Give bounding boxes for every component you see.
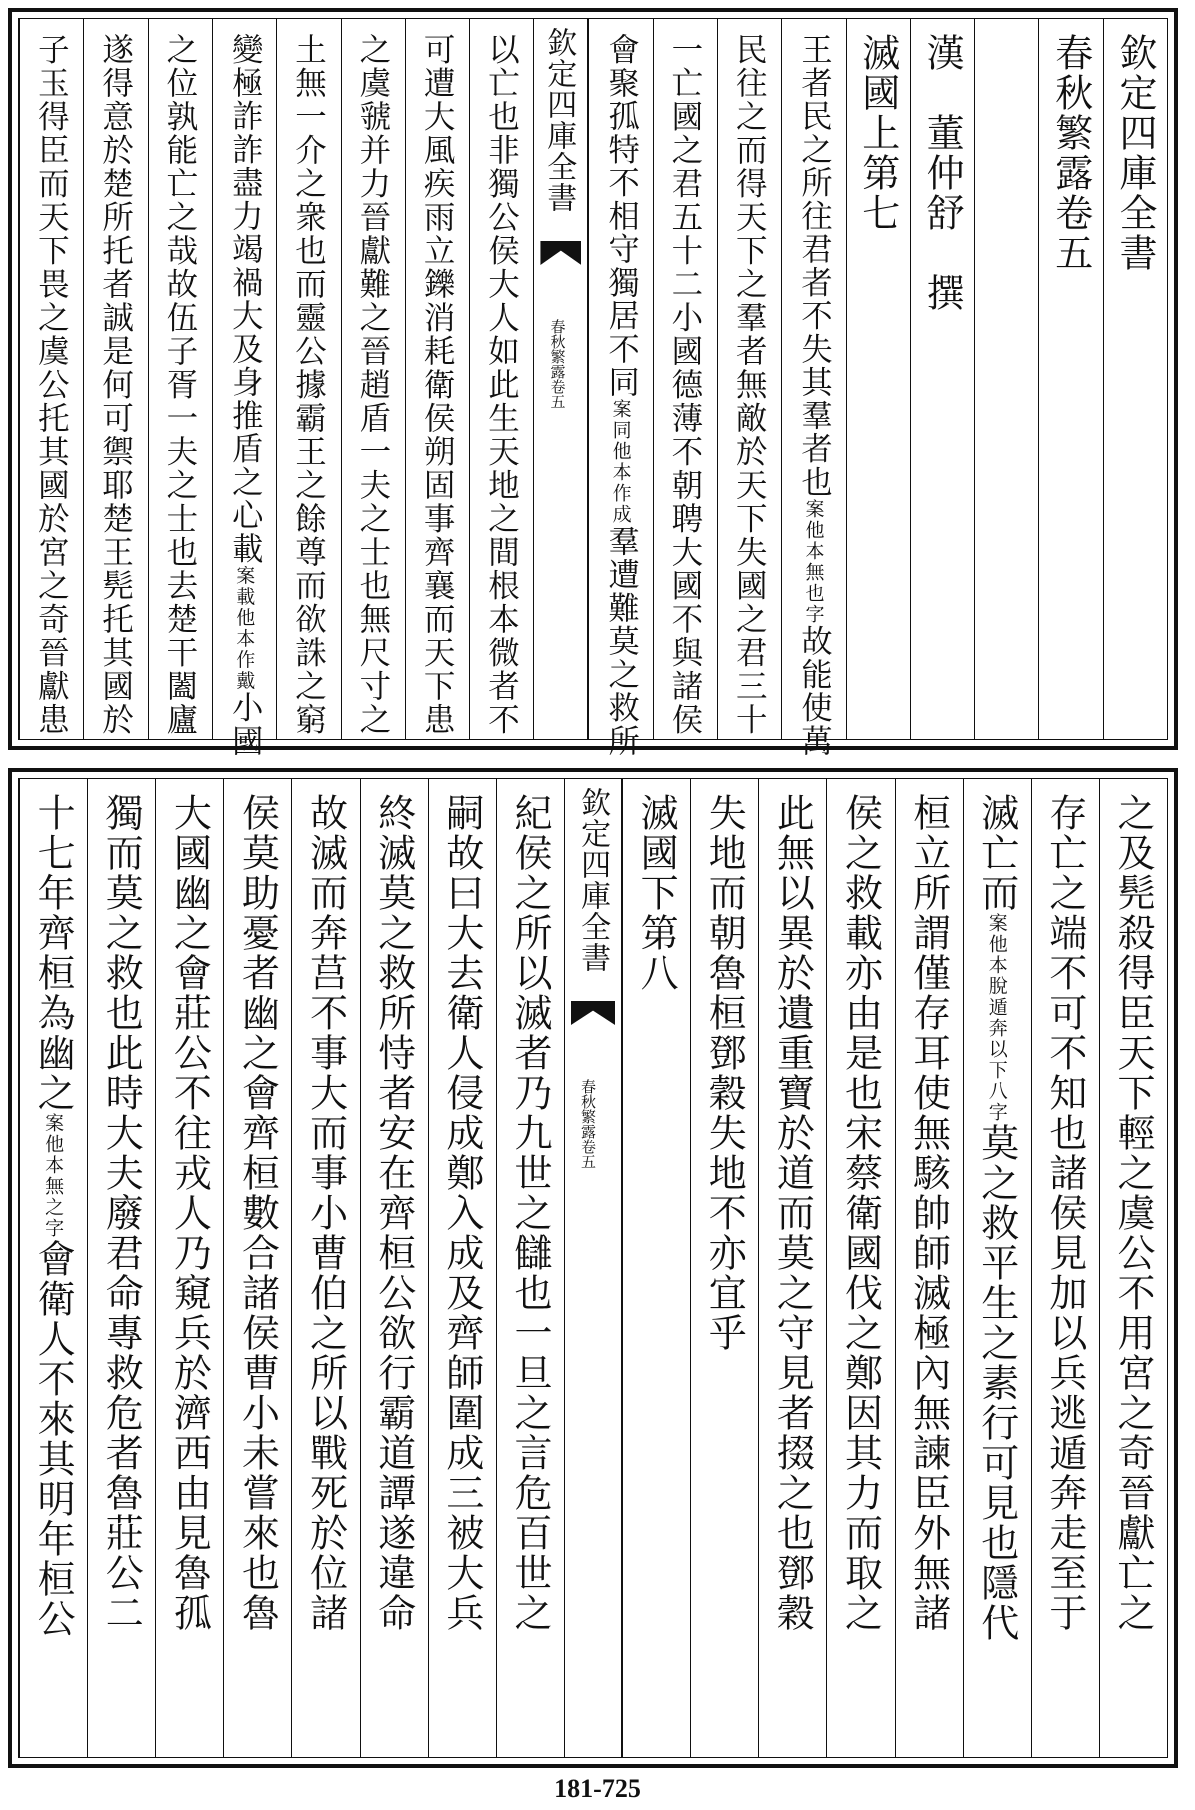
column-text <box>847 33 910 233</box>
editorial-note: 案他本脫遁奔以下八字 <box>985 913 1008 1123</box>
main-text: 侯莫助憂者幽之會齊桓數合諸侯曹小未嘗來也魯 <box>235 793 280 1633</box>
column-text <box>964 793 1031 1643</box>
text-column <box>588 19 652 758</box>
text-column <box>963 779 1031 1757</box>
main-text: 之虞虢并力晉獻難之晉趙盾一夫之士也無尺寸之 <box>354 33 391 737</box>
fishtail-mark <box>571 1001 615 1025</box>
column-text <box>589 33 652 758</box>
text-column <box>291 779 359 1757</box>
column-text <box>88 793 155 1633</box>
main-text: 失地而朝魯桓鄧穀失地不亦宜乎 <box>702 793 747 1353</box>
text-column <box>212 19 276 758</box>
main-text: 滅亡而 <box>974 793 1019 913</box>
text-column <box>83 19 147 739</box>
column-text <box>654 33 717 736</box>
column-text <box>156 793 223 1633</box>
main-text: 滅國下第八 <box>634 793 679 993</box>
main-text: 此無以異於遺重寶於道而莫之守見者掇之也鄧穀 <box>770 793 815 1633</box>
main-text: 紀侯之所以滅者乃九世之讎也一旦之言危百世之 <box>507 793 552 1633</box>
column-text <box>1032 793 1099 1633</box>
center-fold-banner <box>533 19 588 739</box>
main-text-continued: 會衛人不來其明年桓公 <box>31 1239 76 1639</box>
text-column <box>428 779 496 1757</box>
page-bottom <box>8 768 1178 1768</box>
editorial-note: 案他本無也字 <box>802 498 825 625</box>
page-bottom-frame <box>18 778 1168 1758</box>
column-text <box>20 33 83 736</box>
text-column <box>717 19 781 739</box>
text-column <box>910 19 974 739</box>
column-text <box>292 793 359 1633</box>
main-text: 土無一介之衆也而靈公據霸王之餘尊而欲誅之窮 <box>290 33 327 737</box>
columns-bottom <box>19 779 1167 1757</box>
column-text <box>718 33 781 736</box>
column-text <box>911 33 974 313</box>
text-column <box>469 19 533 739</box>
columns-top <box>19 19 1167 758</box>
main-text-continued: 故能使萬 <box>795 624 832 758</box>
column-text <box>277 33 340 736</box>
text-column <box>223 779 291 1757</box>
text-column <box>690 779 758 1757</box>
main-text: 欽定四庫全書 <box>1113 33 1157 273</box>
text-column <box>341 19 405 739</box>
banner-subtitle: 春秋繁露卷五 <box>548 319 567 409</box>
editorial-note: 案載他本作戴 <box>233 565 256 692</box>
text-column <box>19 779 87 1757</box>
main-text: 一亡國之君五十二小國德薄不朝聘大國不與諸侯 <box>666 33 703 737</box>
main-text: 會聚孤特不相守獨居不同 <box>602 33 639 399</box>
column-text <box>497 793 564 1633</box>
main-text: 春秋繁露卷五 <box>1048 33 1093 273</box>
main-text: 獨而莫之救也此時大夫廢君命專救危者魯莊公二 <box>99 793 144 1633</box>
main-text: 大國幽之會莊公不往戎人乃窺兵於濟西由見魯孤 <box>167 793 212 1633</box>
column-text <box>782 33 845 758</box>
main-text: 遂得意於楚所托者誠是何可禦耶楚王髡托其國於 <box>97 33 134 737</box>
column-text <box>1039 33 1102 273</box>
banner-title: 欽定四庫全書 <box>575 787 611 973</box>
column-text <box>827 793 894 1633</box>
main-text-continued: 羣遭難莫之救所 <box>602 524 639 758</box>
column-text <box>623 793 690 993</box>
editorial-note: 案他本無之字 <box>42 1113 65 1239</box>
text-column <box>622 779 690 1757</box>
column-text <box>213 33 276 758</box>
text-column <box>405 19 469 739</box>
column-text <box>406 33 469 736</box>
column-text <box>470 33 533 736</box>
main-text: 子玉得臣而天下畏之虞公托其國於宮之奇晉獻患 <box>33 33 70 737</box>
column-text <box>84 33 147 736</box>
main-text: 故滅而奔莒不事大而事小曹伯之所以戰死於位諸 <box>303 793 348 1633</box>
column-text <box>20 793 87 1639</box>
column-text <box>429 793 496 1633</box>
text-column <box>895 779 963 1757</box>
page-number: 181-725 <box>554 1774 641 1803</box>
column-text <box>896 793 963 1633</box>
column-text <box>224 793 291 1633</box>
column-text <box>691 793 758 1353</box>
text-column <box>148 19 212 739</box>
main-text: 漢 董仲舒 撰 <box>920 33 965 313</box>
main-text: 存亡之端不可不知也諸侯見加以兵逃遁奔走至于 <box>1042 793 1087 1633</box>
page-top-frame <box>18 18 1168 758</box>
banner-title: 欽定四庫全書 <box>541 27 577 213</box>
text-column <box>758 779 826 1757</box>
main-text: 終滅莫之救所恃者安在齊桓公欲行霸道譚遂違命 <box>371 793 416 1633</box>
text-column <box>974 19 1038 739</box>
main-text: 以亡也非獨公侯大人如此生天地之間根本微者不 <box>483 33 520 737</box>
text-column <box>155 779 223 1757</box>
text-column <box>1038 19 1102 739</box>
text-column <box>1031 779 1099 1757</box>
main-text: 之位孰能亡之哉故伍子胥一夫之士也去楚干闔廬 <box>161 33 198 737</box>
main-text-continued: 小國 <box>226 691 263 758</box>
column-text <box>759 793 826 1633</box>
text-column <box>1099 779 1167 1757</box>
main-text: 桓立所謂僅存耳使無駭帥師滅極內無諫臣外無諸 <box>906 793 951 1633</box>
text-column <box>846 19 910 739</box>
column-text <box>342 33 405 736</box>
main-text: 變極詐詐盡力竭禍大及身推盾之心載 <box>226 33 263 566</box>
text-column <box>87 779 155 1757</box>
text-column <box>1103 19 1167 739</box>
text-column <box>19 19 83 739</box>
text-column <box>653 19 717 739</box>
page-top <box>8 8 1178 758</box>
center-fold-banner <box>564 779 622 1757</box>
text-column <box>360 779 428 1757</box>
column-text <box>361 793 428 1633</box>
main-text: 侯之救載亦由是也宋蔡衛國伐之鄭因其力而取之 <box>838 793 883 1633</box>
banner-subtitle: 春秋繁露卷五 <box>578 1079 597 1169</box>
text-column <box>276 19 340 739</box>
editorial-note: 案同他本作成 <box>609 398 632 525</box>
text-column <box>826 779 894 1757</box>
main-text: 王者民之所往君者不失其羣者也 <box>795 33 832 499</box>
column-text <box>1104 33 1167 273</box>
main-text: 民往之而得天下之羣者無敵於天下失國之君三十 <box>731 33 768 737</box>
main-text: 嗣故曰大去衛人侵成鄭入成及齊師圍成三被大兵 <box>439 793 484 1633</box>
main-text: 之及髡殺得臣天下輕之虞公不用宮之奇晉獻亡之 <box>1111 793 1155 1633</box>
fishtail-mark <box>540 241 581 265</box>
main-text: 可遭大風疾雨立鑠消耗衛侯朔固事齊襄而天下患 <box>419 33 456 737</box>
main-text: 滅國上第七 <box>855 33 900 233</box>
text-column <box>781 19 845 758</box>
main-text: 十七年齊桓為幽之 <box>31 793 76 1113</box>
main-text-continued: 莫之救平生之素行可見也隱代 <box>974 1123 1019 1643</box>
column-text <box>149 33 212 736</box>
column-text <box>1100 793 1167 1633</box>
text-column <box>496 779 564 1757</box>
